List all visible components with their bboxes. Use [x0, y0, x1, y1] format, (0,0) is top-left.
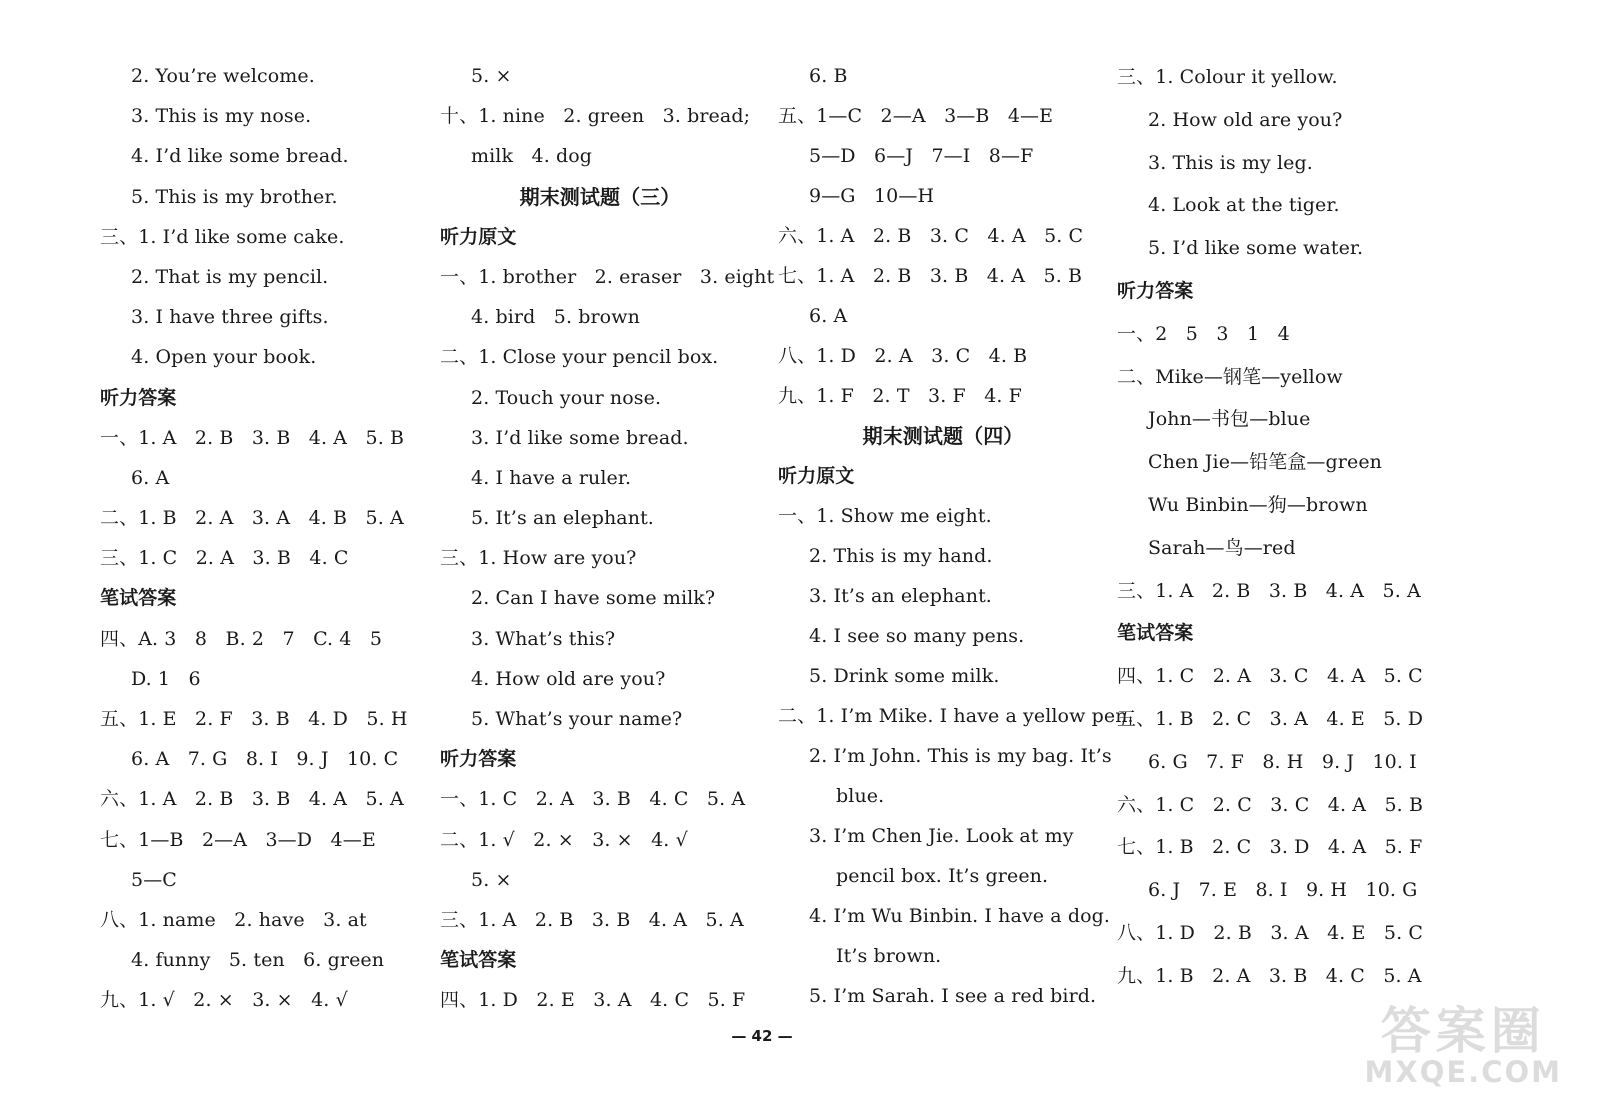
answer-line: 4. I see so many pens. [809, 625, 1025, 647]
answer-line: 5. × [471, 868, 512, 891]
answer-line: 4. I’m Wu Binbin. I have a dog. [809, 905, 1111, 927]
answer-line: 4. Look at the tiger. [1148, 194, 1340, 217]
test-title: 期末测试题（四） [862, 424, 1024, 448]
answer-line: 5. This is my brother. [131, 185, 338, 208]
answer-line: 二、1. I’m Mike. I have a yellow pen. [778, 705, 1134, 727]
answer-line: 2. Can I have some milk? [471, 587, 716, 610]
answer-line: 三、1. I’d like some cake. [100, 225, 345, 248]
answer-line: Sarah—鸟—red [1148, 536, 1296, 559]
answer-line: 三、1. How are you? [440, 547, 637, 570]
section-heading: 听力原文 [440, 225, 517, 248]
answer-line: 5. I’m Sarah. I see a red bird. [809, 985, 1097, 1007]
answer-line: 2. That is my pencil. [131, 265, 329, 288]
answer-line: 2. This is my hand. [809, 545, 993, 567]
answer-line: 5. It’s an elephant. [471, 507, 654, 530]
answer-line: It’s brown. [836, 945, 942, 967]
answer-line: 二、1. Close your pencil box. [440, 346, 719, 369]
section-heading: 笔试答案 [1117, 622, 1194, 645]
section-heading: 笔试答案 [100, 587, 177, 610]
answer-column-3 [778, 56, 1134, 1016]
answer-line: 八、1. D 2. A 3. C 4. B [778, 345, 1028, 367]
answer-line: 一、1. brother 2. eraser 3. eight [440, 265, 775, 288]
answer-line: 三、1. C 2. A 3. B 4. C [100, 547, 349, 570]
answer-line: 5. Drink some milk. [809, 665, 1000, 687]
test-title: 期末测试题（三） [519, 184, 681, 209]
answer-column-4 [1117, 56, 1447, 998]
answer-line: 三、1. A 2. B 3. B 4. A 5. A [1117, 579, 1421, 602]
answer-line: 6. B [809, 65, 848, 87]
answer-line: D. 1 6 [131, 667, 201, 690]
answer-line: 七、1. B 2. C 3. D 4. A 5. F [1117, 836, 1423, 859]
answer-line: 3. I’m Chen Jie. Look at my [809, 825, 1074, 847]
answer-line: 八、1. D 2. B 3. A 4. E 5. C [1117, 921, 1424, 944]
section-heading: 听力原文 [778, 465, 855, 487]
answer-line: 4. funny 5. ten 6. green [131, 949, 385, 972]
answer-line: 3. It’s an elephant. [809, 585, 992, 607]
answer-line: 四、A. 3 8 B. 2 7 C. 4 5 [100, 627, 383, 650]
watermark-main-text: 答案圈 [1380, 1002, 1546, 1060]
watermark-site-text: MXQE.COM [1364, 1055, 1562, 1089]
answer-line: 一、1. A 2. B 3. B 4. A 5. B [100, 426, 405, 449]
answer-line: pencil box. It’s green. [836, 865, 1049, 887]
answer-line: 六、1. A 2. B 3. C 4. A 5. C [778, 225, 1084, 247]
answer-column-1 [100, 56, 420, 1021]
answer-line: milk 4. dog [471, 145, 593, 168]
answer-line: John—书包—blue [1148, 408, 1311, 431]
answer-line: 4. bird 5. brown [471, 306, 640, 329]
answer-line: 3. This is my leg. [1148, 151, 1313, 174]
answer-line: 4. Open your book. [131, 346, 317, 369]
page-number: — 42 — [731, 1027, 793, 1045]
answer-line: 五、1. E 2. F 3. B 4. D 5. H [100, 708, 408, 730]
answer-line: 5—D 6—J 7—I 8—F [809, 145, 1034, 167]
answer-line: 二、1. √ 2. × 3. × 4. √ [440, 828, 688, 851]
answer-line: 2. I’m John. This is my bag. It’s [809, 745, 1112, 767]
answer-line: 3. What’s this? [471, 627, 616, 650]
section-heading: 听力答案 [1117, 279, 1194, 302]
section-heading: 笔试答案 [440, 949, 517, 972]
answer-line: 9—G 10—H [809, 185, 935, 207]
answer-line: 九、1. √ 2. × 3. × 4. √ [100, 989, 348, 1012]
answer-line: 十、1. nine 2. green 3. bread; [440, 105, 751, 128]
answer-line: 2. Touch your nose. [471, 386, 662, 409]
answer-column-2 [440, 56, 775, 1021]
answer-line: 五、1—C 2—A 3—B 4—E [778, 105, 1054, 127]
answer-line: 5—C [131, 868, 177, 891]
answer-line: 九、1. F 2. T 3. F 4. F [778, 385, 1022, 407]
answer-line: 4. I’d like some bread. [131, 145, 349, 168]
answer-line: 二、1. B 2. A 3. A 4. B 5. A [100, 507, 404, 530]
answer-line: 一、1. C 2. A 3. B 4. C 5. A [440, 788, 746, 811]
answer-line: 八、1. name 2. have 3. at [100, 908, 367, 931]
answer-line: 一、1. Show me eight. [778, 505, 992, 527]
answer-line: 4. How old are you? [471, 667, 666, 690]
answer-line: 5. × [471, 65, 512, 87]
answer-line: 九、1. B 2. A 3. B 4. C 5. A [1117, 964, 1422, 987]
answer-line: 6. A [131, 466, 170, 489]
answer-line: 6. G 7. F 8. H 9. J 10. I [1148, 750, 1417, 773]
answer-line: 3. I’d like some bread. [471, 426, 689, 449]
answer-line: blue. [836, 785, 885, 807]
answer-line: 七、1. A 2. B 3. B 4. A 5. B [778, 265, 1083, 287]
watermark-logo [1364, 1002, 1563, 1089]
answer-line: 六、1. C 2. C 3. C 4. A 5. B [1117, 793, 1424, 816]
answer-line: 5. What’s your name? [471, 708, 683, 730]
answer-line: 6. A 7. G 8. I 9. J 10. C [131, 748, 399, 771]
section-heading: 听力答案 [100, 386, 177, 409]
answer-line: 五、1. B 2. C 3. A 4. E 5. D [1117, 707, 1424, 730]
answer-line: Wu Binbin—狗—brown [1148, 493, 1368, 516]
section-heading: 听力答案 [440, 748, 517, 771]
answer-line: 四、1. C 2. A 3. C 4. A 5. C [1117, 665, 1423, 688]
answer-line: 四、1. D 2. E 3. A 4. C 5. F [440, 989, 746, 1012]
answer-line: 七、1—B 2—A 3—D 4—E [100, 828, 376, 851]
answer-line: 6. J 7. E 8. I 9. H 10. G [1148, 879, 1418, 902]
answer-line: Chen Jie—铅笔盒—green [1148, 451, 1383, 474]
answer-line: 3. This is my nose. [131, 105, 312, 128]
answer-line: 3. I have three gifts. [131, 306, 329, 329]
answer-line: 6. A [809, 305, 848, 327]
answer-line: 2. How old are you? [1148, 108, 1343, 131]
answer-line: 二、Mike—钢笔—yellow [1117, 365, 1343, 388]
answer-line: 4. I have a ruler. [471, 466, 632, 489]
answer-line: 一、2 5 3 1 4 [1117, 322, 1290, 345]
answer-line: 5. I’d like some water. [1148, 237, 1364, 260]
answer-line: 三、1. Colour it yellow. [1117, 66, 1338, 88]
answer-line: 六、1. A 2. B 3. B 4. A 5. A [100, 788, 404, 811]
answer-line: 2. You’re welcome. [131, 65, 315, 87]
answer-line: 三、1. A 2. B 3. B 4. A 5. A [440, 908, 744, 931]
